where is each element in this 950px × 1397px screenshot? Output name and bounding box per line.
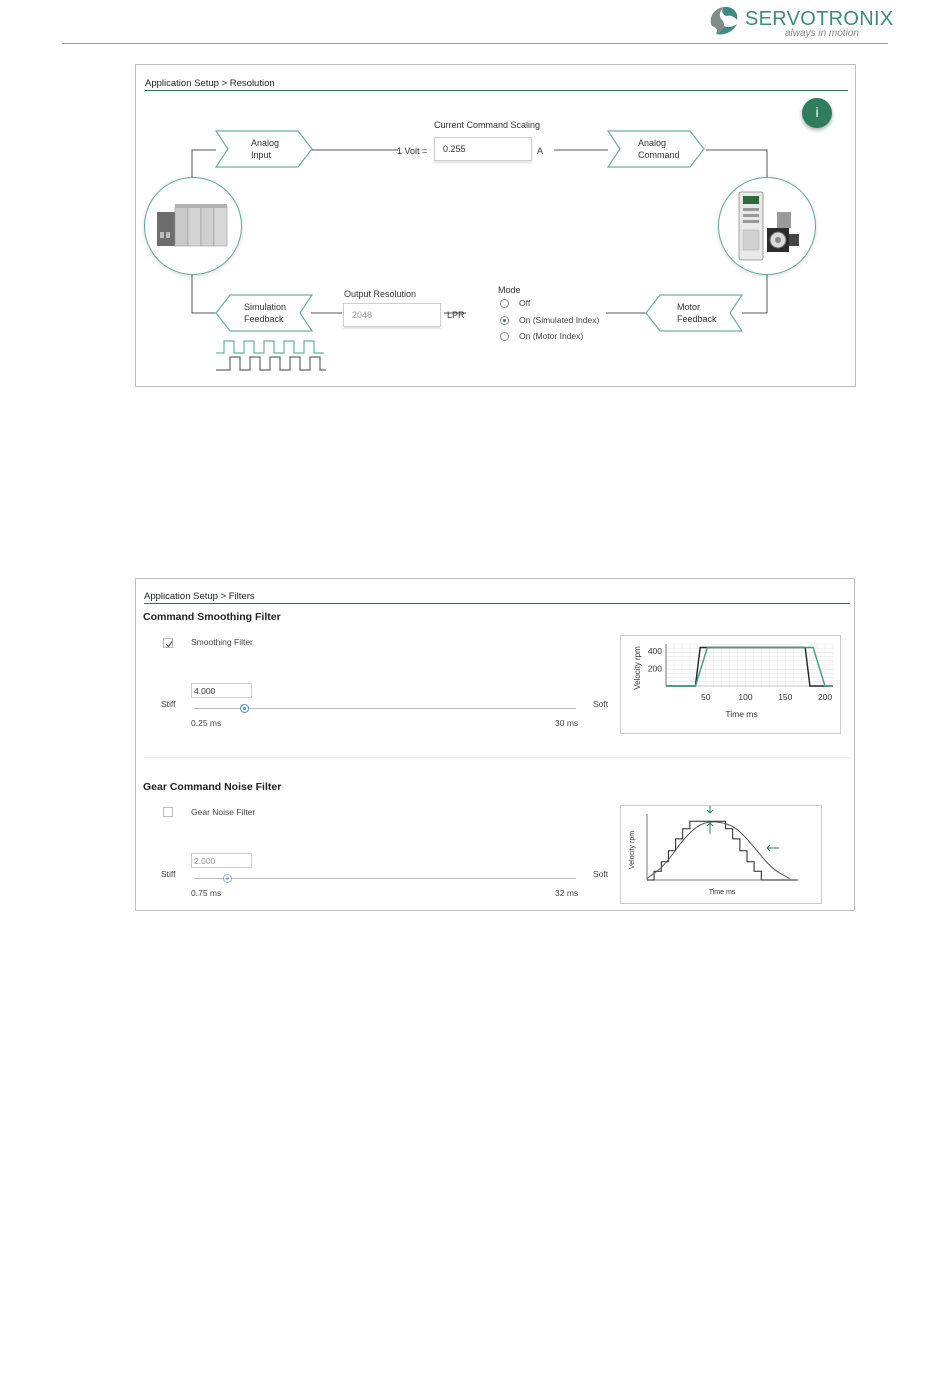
simulation-feedback-block[interactable] <box>214 293 316 333</box>
mode-title: Mode <box>498 285 521 295</box>
output-resolution-input[interactable]: 2048 <box>343 303 441 327</box>
mode-option-off[interactable] <box>500 298 630 311</box>
breadcrumb-underline <box>144 603 850 604</box>
drive-motor-node[interactable] <box>718 177 816 275</box>
y-axis-label: Velocity rpm <box>633 646 642 690</box>
servo-drive-motor-icon <box>737 190 801 264</box>
brand-tagline: always in motion <box>785 28 859 39</box>
x-tick-label: 200 <box>817 692 833 702</box>
motor-feedback-block[interactable] <box>644 293 746 333</box>
smoothing-stiff-label: Stiff <box>161 699 176 709</box>
gear-section-title: Gear Command Noise Filter <box>143 781 282 793</box>
slider-track <box>194 878 576 879</box>
analog-command-block[interactable] <box>606 129 708 169</box>
smoothing-checkbox-label: Smoothing Filter <box>191 637 253 647</box>
encoder-pulse-icon <box>216 339 328 373</box>
smoothing-min-label: 0.25 ms <box>191 718 222 728</box>
scaling-unit: A <box>537 146 544 156</box>
radio-simulated-index[interactable] <box>500 316 509 325</box>
simulation-feedback-label-1: Simulation <box>244 302 287 312</box>
smoothing-chart-svg <box>621 636 840 733</box>
section-divider <box>144 757 850 758</box>
smoothing-max-label: 30 ms <box>555 718 579 728</box>
up-arrow-icon <box>707 823 713 834</box>
filters-panel <box>135 578 855 911</box>
series-line-0 <box>666 648 833 687</box>
breadcrumb: Application Setup > Resolution <box>145 78 275 89</box>
x-axis-label: Time ms <box>725 709 758 719</box>
volt-label: 1 Volt = <box>397 146 428 156</box>
checkmark-icon <box>164 639 174 649</box>
controller-node[interactable] <box>144 177 242 275</box>
analog-input-block[interactable] <box>214 129 316 169</box>
output-title: Output Resolution <box>344 289 417 299</box>
mode-option-label: On (Simulated Index) <box>519 315 600 325</box>
plc-controller-icon <box>155 202 233 250</box>
motor-feedback-label-1: Motor <box>677 302 701 312</box>
mode-option-label: On (Motor Index) <box>519 331 584 341</box>
y-tick-label: 200 <box>647 663 662 674</box>
analog-command-label-1: Analog <box>638 138 667 148</box>
gear-slider[interactable] <box>194 875 576 885</box>
smoothing-chart <box>620 635 841 734</box>
down-arrow-icon <box>707 806 713 813</box>
smoothing-soft-label: Soft <box>593 699 609 709</box>
y-tick-label: 400 <box>647 646 662 656</box>
gear-stiff-label: Stiff <box>161 869 176 879</box>
analog-command-label-2: Command <box>638 150 680 160</box>
radio-off[interactable] <box>500 299 509 308</box>
analog-input-label-2: Input <box>251 150 272 160</box>
analog-input-label-1: Analog <box>251 138 280 148</box>
simulation-feedback-label-2: Feedback <box>244 314 284 324</box>
slider-thumb[interactable] <box>240 704 249 713</box>
gear-checkbox-label: Gear Noise Filter <box>191 807 256 817</box>
header-divider <box>62 43 888 44</box>
mode-option-motor-index[interactable] <box>500 331 630 344</box>
y-axis-label: Velocity rpm <box>629 830 636 870</box>
scaling-title: Current Command Scaling <box>434 120 541 130</box>
breadcrumb: Application Setup > Filters <box>144 591 255 602</box>
gear-max-label: 32 ms <box>555 888 579 898</box>
radio-motor-index[interactable] <box>500 332 509 341</box>
x-tick-label: 150 <box>778 692 793 702</box>
servotronix-logo-icon <box>706 2 742 38</box>
info-button[interactable]: i <box>802 98 832 128</box>
logo <box>0 0 950 45</box>
brand-name: SERVOTRONIX <box>745 8 894 30</box>
smoothing-checkbox[interactable] <box>163 638 173 648</box>
x-axis-label: Time ms <box>708 889 736 896</box>
left-arrow-icon <box>767 845 779 851</box>
gear-chart-svg <box>621 806 821 903</box>
gear-value-input[interactable]: 2.000 <box>191 853 252 868</box>
output-unit: LPR <box>447 310 465 320</box>
smoothing-section-title: Command Smoothing Filter <box>143 611 281 623</box>
motor-feedback-label-2: Feedback <box>677 314 717 324</box>
scaling-input[interactable]: 0.255 <box>434 137 532 161</box>
slider-thumb[interactable] <box>223 874 232 883</box>
gear-soft-label: Soft <box>593 869 609 879</box>
mode-option-simulated-index[interactable] <box>500 315 630 328</box>
slider-track <box>194 708 576 709</box>
x-tick-label: 100 <box>738 692 753 702</box>
smoothing-value-input[interactable]: 4.000 <box>191 683 252 698</box>
mode-option-label: Off <box>519 298 531 308</box>
series-line-0 <box>647 821 797 880</box>
x-tick-label: 50 <box>701 692 711 702</box>
gear-checkbox[interactable] <box>163 807 173 817</box>
smoothing-slider[interactable] <box>194 705 576 715</box>
resolution-panel <box>135 64 856 387</box>
gear-chart <box>620 805 822 904</box>
gear-min-label: 0.75 ms <box>191 888 222 898</box>
